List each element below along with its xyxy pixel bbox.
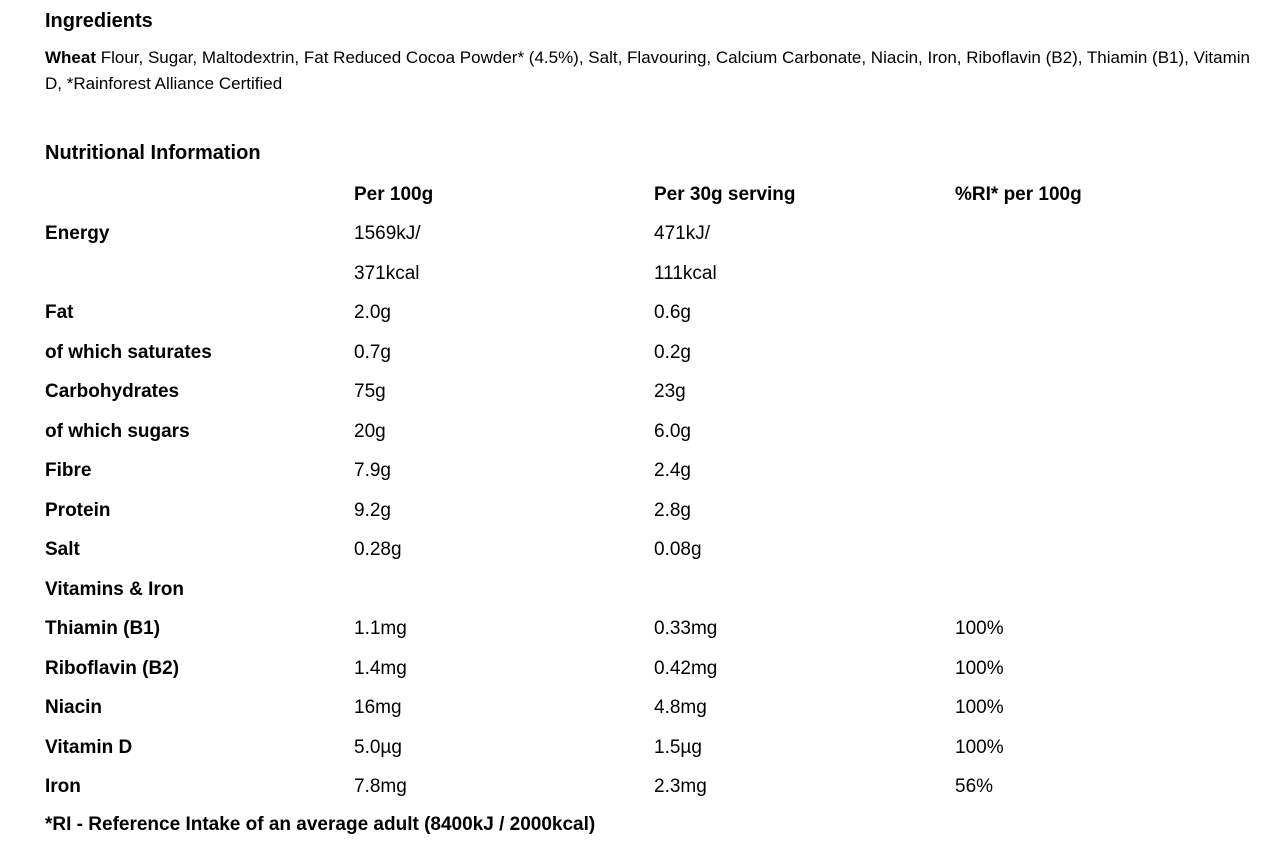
nutrition-table	[45, 175, 1255, 807]
per-serving-value: 4.8mg	[654, 697, 707, 719]
nutrition-body	[45, 215, 1255, 808]
table-row	[45, 768, 1255, 808]
per-serving-value: 1.5µg	[654, 736, 702, 758]
per-serving-value: 471kJ/	[654, 223, 710, 245]
per-serving-value: 23g	[654, 381, 686, 403]
ri-value	[955, 254, 1255, 294]
per-serving-value: 2.4g	[654, 460, 691, 482]
nutrient-label: of which saturates	[45, 341, 212, 363]
ri-value	[955, 412, 1255, 452]
per-serving-value: 2.8g	[654, 499, 691, 521]
per-serving-value: 0.33mg	[654, 618, 718, 640]
nutrient-label	[45, 254, 354, 294]
nutrient-label: Protein	[45, 499, 111, 521]
nutrient-label: Salt	[45, 539, 80, 561]
header-per-100g: Per 100g	[354, 183, 434, 205]
table-row	[45, 570, 1255, 610]
per-serving-value	[654, 570, 955, 610]
per-100g-value: 9.2g	[354, 499, 391, 521]
table-row	[45, 689, 1255, 729]
per-serving-value: 0.42mg	[654, 657, 718, 679]
ri-value	[955, 373, 1255, 413]
per-100g-value: 1.4mg	[354, 657, 407, 679]
nutrient-label: Fibre	[45, 460, 92, 482]
per-serving-value: 6.0g	[654, 420, 691, 442]
ri-value: 100%	[955, 657, 1004, 679]
per-100g-value: 0.7g	[354, 341, 391, 363]
ingredients-bold-lead: Wheat	[45, 48, 96, 67]
nutrient-label: Vitamins & Iron	[45, 578, 185, 600]
per-100g-value: 7.9g	[354, 460, 391, 482]
table-row	[45, 649, 1255, 689]
nutrient-label: Niacin	[45, 697, 103, 719]
nutrition-header-row	[45, 175, 1255, 215]
ri-value: 100%	[955, 697, 1004, 719]
header-per-serving: Per 30g serving	[654, 183, 796, 205]
per-100g-value	[354, 570, 654, 610]
per-100g-value: 1569kJ/	[354, 223, 421, 245]
nutrition-title: Nutritional Information	[45, 142, 261, 164]
per-100g-value: 16mg	[354, 697, 402, 719]
nutrient-label: Thiamin (B1)	[45, 618, 161, 640]
header-nutrient	[45, 175, 354, 215]
per-serving-value: 0.6g	[654, 302, 691, 324]
table-row	[45, 728, 1255, 768]
per-100g-value: 0.28g	[354, 539, 402, 561]
per-100g-value: 5.0µg	[354, 736, 402, 758]
per-100g-value: 371kcal	[354, 262, 420, 284]
nutrient-label: of which sugars	[45, 420, 190, 442]
nutrient-label: Energy	[45, 223, 110, 245]
nutrient-label: Iron	[45, 776, 81, 798]
table-row	[45, 452, 1255, 492]
nutrient-label: Vitamin D	[45, 736, 133, 758]
per-serving-value: 2.3mg	[654, 776, 707, 798]
ri-value: 56%	[955, 776, 994, 798]
per-100g-value: 7.8mg	[354, 776, 407, 798]
per-serving-value: 0.2g	[654, 341, 691, 363]
ri-value: 100%	[955, 618, 1004, 640]
per-100g-value: 20g	[354, 420, 386, 442]
nutrient-label: Carbohydrates	[45, 381, 180, 403]
table-row	[45, 215, 1255, 255]
table-row	[45, 531, 1255, 571]
ri-value	[955, 491, 1255, 531]
per-100g-value: 1.1mg	[354, 618, 407, 640]
per-serving-value: 0.08g	[654, 539, 702, 561]
table-row	[45, 294, 1255, 334]
ri-value	[955, 333, 1255, 373]
table-row	[45, 412, 1255, 452]
table-row	[45, 491, 1255, 531]
nutrient-label: Riboflavin (B2)	[45, 657, 180, 679]
table-row	[45, 254, 1255, 294]
ingredients-text	[45, 45, 1255, 97]
ri-footnote: *RI - Reference Intake of an average adult (8400kJ / 2000kcal)	[45, 814, 596, 835]
nutrient-label: Fat	[45, 302, 74, 324]
table-row	[45, 333, 1255, 373]
ri-value	[955, 215, 1255, 255]
ri-value	[955, 452, 1255, 492]
ingredients-list: Flour, Sugar, Maltodextrin, Fat Reduced Cocoa Powder* (4.5%), Salt, Flavouring, Calcium Carbonate, Niacin, Iron, Riboflavin (B2), Thiamin (B1), Vitamin D, *Rainforest Alliance Certified	[45, 48, 1250, 93]
header-ri: %RI* per 100g	[955, 183, 1082, 205]
per-serving-value: 111kcal	[654, 262, 717, 284]
per-100g-value: 75g	[354, 381, 386, 403]
table-row	[45, 373, 1255, 413]
ri-value: 100%	[955, 736, 1004, 758]
per-100g-value: 2.0g	[354, 302, 391, 324]
table-row	[45, 610, 1255, 650]
ingredients-title: Ingredients	[45, 10, 153, 32]
ri-value	[955, 294, 1255, 334]
ri-value	[955, 570, 1255, 610]
ri-value	[955, 531, 1255, 571]
